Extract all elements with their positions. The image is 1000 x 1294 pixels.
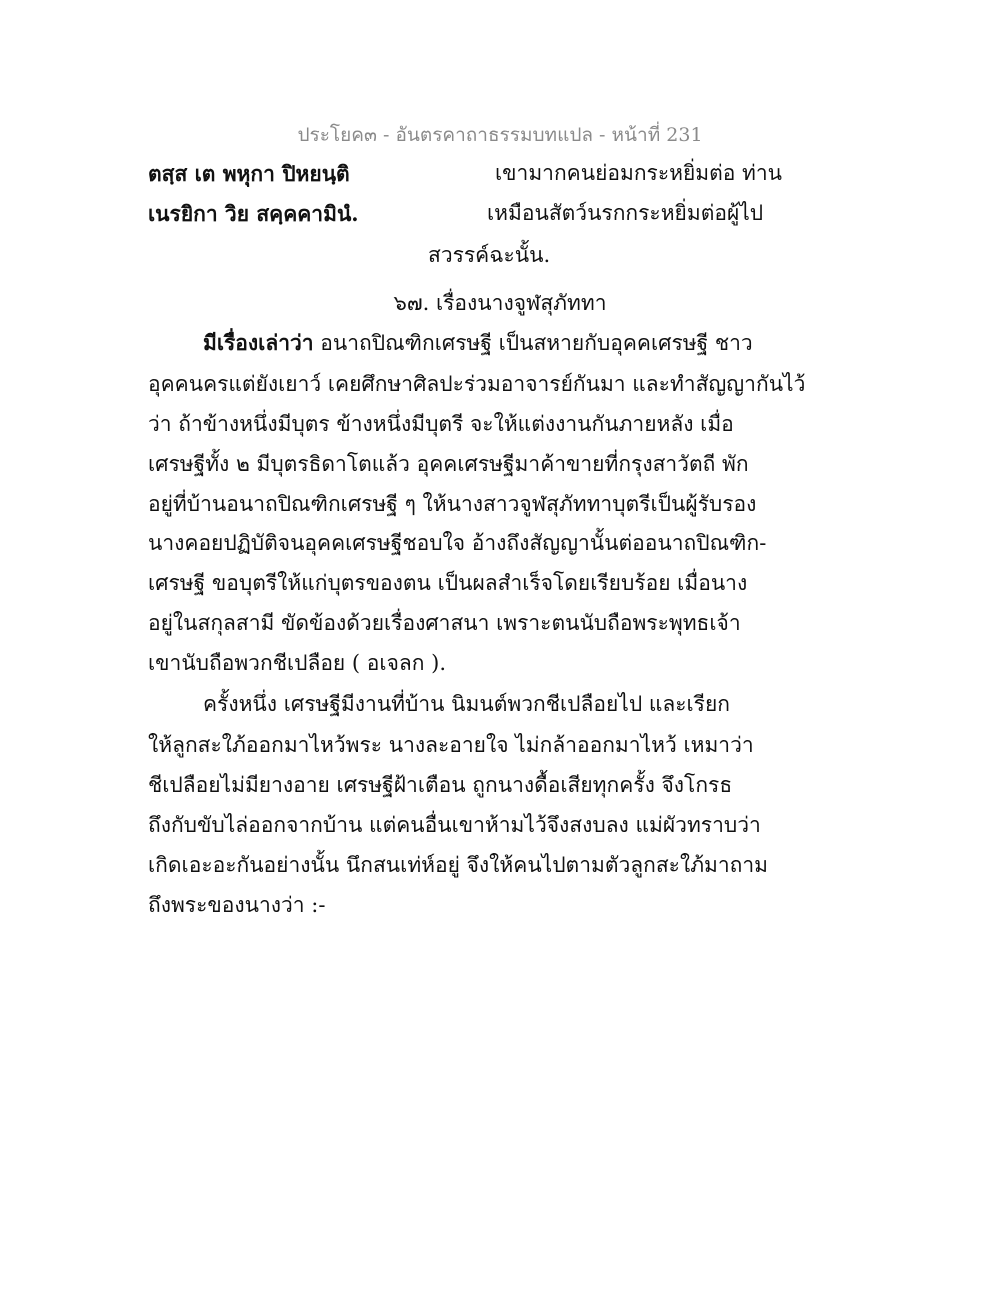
- paragraph-1-line-9: เขานับถือพวกชีเปลือย ( อเจลก ).: [148, 651, 446, 675]
- paragraph-1-line-2: อุคคนครแต่ยังเยาว์ เคยศึกษาศิลปะร่วมอาจารย์กันมา และทำสัญญากันไว้: [148, 372, 806, 396]
- paragraph-1-line-1-text: อนาถปิณฑิกเศรษฐี เป็นสหายกับอุคคเศรษฐี ชาว: [313, 331, 753, 355]
- verse-thai-line-1: เขามากคนย่อมกระหยิ่มต่อ ท่าน: [495, 161, 783, 185]
- paragraph-1-line-4: เศรษฐีทั้ง ๒ มีบุตรธิดาโตแล้ว อุคคเศรษฐีมาค้าขายที่กรุงสาวัตถี พัก: [148, 452, 749, 476]
- paragraph-2-line-1: ครั้งหนึ่ง เศรษฐีมีงานที่บ้าน นิมนต์พวกชีเปลือยไป และเรียก: [203, 692, 730, 716]
- paragraph-1-lead: มีเรื่องเล่าว่า: [203, 330, 314, 355]
- paragraph-1-line-1: [203, 327, 753, 360]
- paragraph-1-line-3: ว่า ถ้าข้างหนึ่งมีบุตร ข้างหนึ่งมีบุตรี จะให้แต่งงานกันภายหลัง เมื่อ: [148, 412, 734, 436]
- verse-pali-line-1: ตสฺส เต พหุกา ปิหยนฺติ: [148, 161, 350, 186]
- story-title: ๖๗. เรื่องนางจูฬสุภัททา: [393, 291, 607, 315]
- verse-thai-line-3: สวรรค์ฉะนั้น.: [428, 243, 551, 267]
- paragraph-2-line-5: เกิดเอะอะกันอย่างนั้น นึกสนเท่ห์อยู่ จึงให้คนไปตามตัวลูกสะใภ้มาถาม: [148, 853, 769, 877]
- verse-thai-line-2: เหมือนสัตว์นรกกระหยิ่มต่อผู้ไป: [487, 201, 764, 225]
- paragraph-2-line-2: ให้ลูกสะใภ้ออกมาไหว้พระ นางละอายใจ ไม่กล้าออกมาไหว้ เหมาว่า: [148, 733, 754, 757]
- paragraph-2-line-3: ชีเปลือยไม่มียางอาย เศรษฐีฝ้าเตือน ถูกนางดื้อเสียทุกครั้ง จึงโกรธ: [148, 773, 733, 797]
- paragraph-1-line-6: นางคอยปฏิบัติจนอุคคเศรษฐีชอบใจ อ้างถึงสัญญานั้นต่ออนาถปิณฑิก-: [148, 531, 767, 555]
- paragraph-1-line-5: อยู่ที่บ้านอนาถปิณฑิกเศรษฐี ๆ ให้นางสาวจูฬสุภัททาบุตรีเป็นผู้รับรอง: [148, 492, 757, 516]
- paragraph-2-line-6: ถึงพระของนางว่า :-: [148, 893, 326, 917]
- page-header: ประโยค๓ - อันตรคาถาธรรมบทแปล - หน้าที่ 231: [297, 124, 703, 146]
- paragraph-2-line-4: ถึงกับขับไล่ออกจากบ้าน แต่คนอื่นเขาห้ามไว้จึงสงบลง แม่ผัวทราบว่า: [148, 813, 761, 837]
- verse-pali-line-2: เนรยิกา วิย สคฺคคามินํ.: [148, 201, 359, 226]
- paragraph-1-line-8: อยู่ในสกุลสามี ขัดข้องด้วยเรื่องศาสนา เพราะตนนับถือพระพุทธเจ้า: [148, 611, 741, 635]
- paragraph-1-line-7: เศรษฐี ขอบุตรีให้แก่บุตรของตน เป็นผลสำเร็จโดยเรียบร้อย เมื่อนาง: [148, 571, 748, 595]
